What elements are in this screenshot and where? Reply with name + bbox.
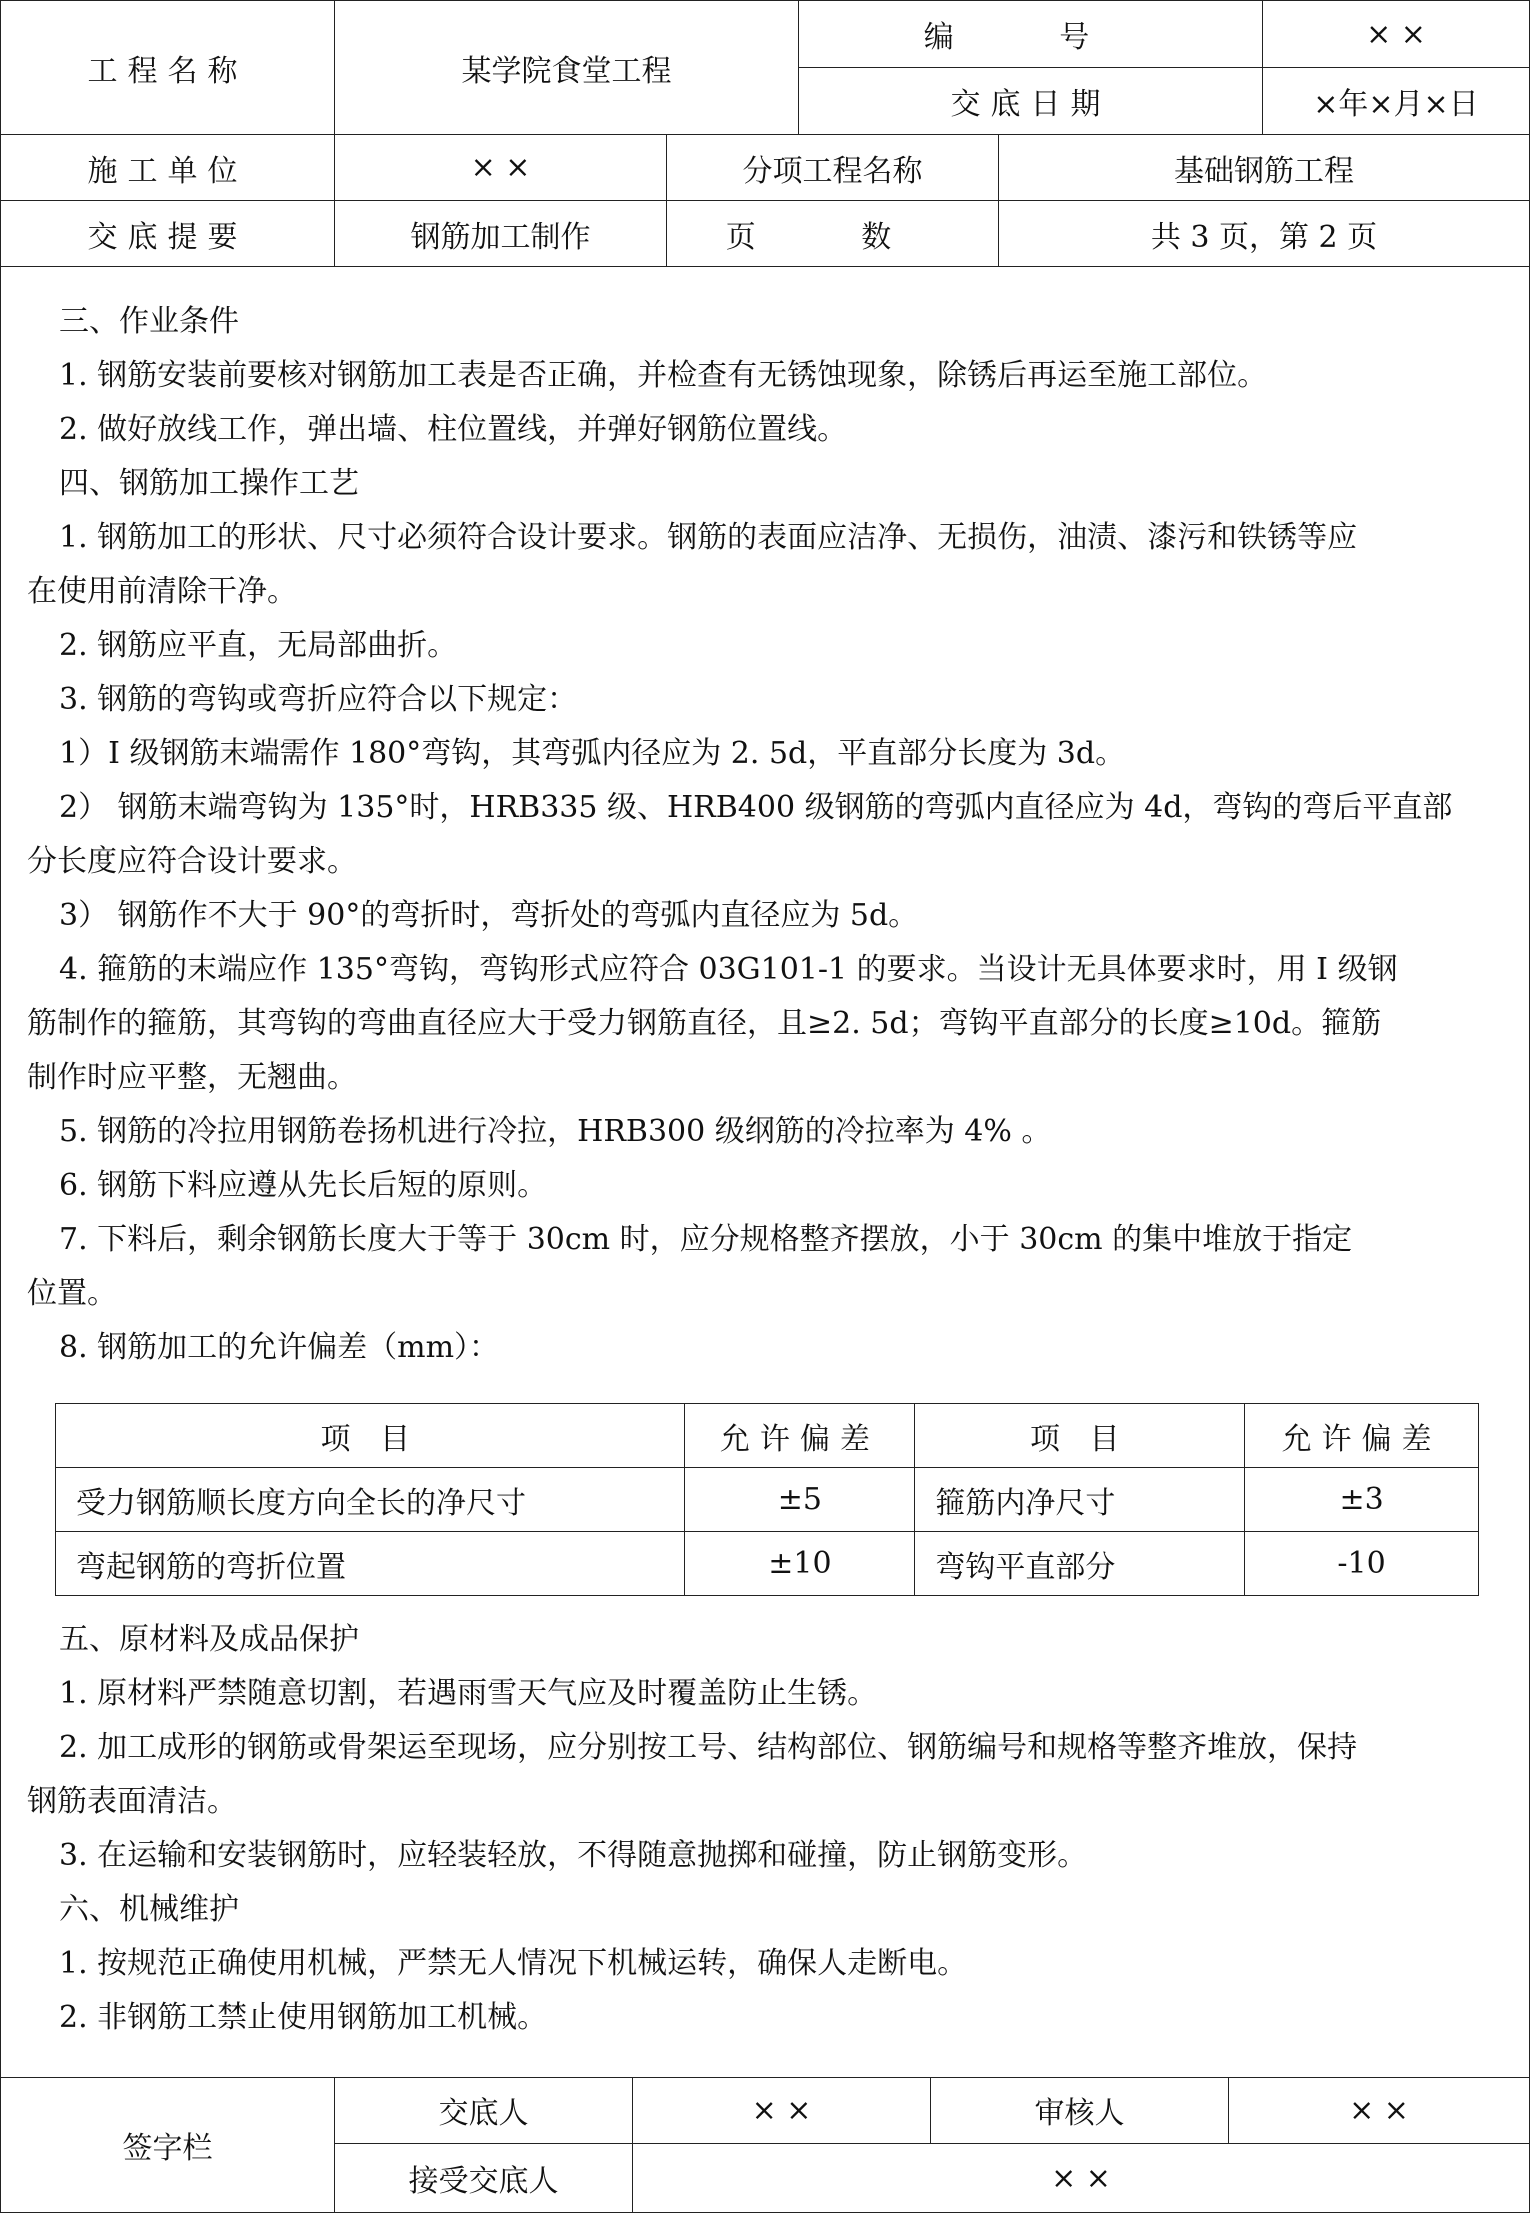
table-cell: 箍筋内净尺寸 bbox=[915, 1468, 1245, 1532]
number-value: × × bbox=[1263, 1, 1529, 68]
table-row bbox=[56, 1532, 1479, 1596]
presenter-value: × × bbox=[633, 2077, 931, 2144]
section-4-item-1-line-1: 1. 钢筋加工的形状、尺寸必须符合设计要求。钢筋的表面应洁净、无损伤，油渍、漆污和铁锈等应 bbox=[59, 520, 1358, 555]
subproject-value: 基础钢筋工程 bbox=[999, 135, 1529, 201]
signature-label: 签字栏 bbox=[1, 2077, 335, 2212]
section-4-item-7-line-2: 位置。 bbox=[27, 1276, 117, 1311]
section-4-item-6: 6. 钢筋下料应遵从先长后短的原则。 bbox=[59, 1168, 548, 1203]
table-cell: 弯钩平直部分 bbox=[915, 1532, 1245, 1596]
section-4-item-4-line-2: 筋制作的箍筋，其弯钩的弯曲直径应大于受力钢筋直径，且≥2. 5d；弯钩平直部分的长度≥10d。箍筋 bbox=[27, 1006, 1382, 1041]
section-4-item-3: 3. 钢筋的弯钩或弯折应符合以下规定： bbox=[59, 682, 578, 717]
construction-unit-value: × × bbox=[335, 135, 667, 201]
section-4-item-1-line-2: 在使用前清除干净。 bbox=[27, 574, 297, 609]
date-value: ×年×月×日 bbox=[1263, 68, 1529, 135]
section-3-title: 三、作业条件 bbox=[59, 304, 239, 339]
table-cell: ±10 bbox=[685, 1532, 915, 1596]
table-header-tolerance: 允许偏差 bbox=[685, 1404, 915, 1468]
section-3-item-1: 1. 钢筋安装前要核对钢筋加工表是否正确，并检查有无锈蚀现象，除锈后再运至施工部位。 bbox=[59, 358, 1268, 393]
summary-label: 交底提要 bbox=[1, 201, 335, 267]
subproject-label: 分项工程名称 bbox=[667, 135, 999, 201]
construction-unit-label: 施工单位 bbox=[1, 135, 335, 201]
signature-table bbox=[1, 2077, 1529, 2212]
section-4-title: 四、钢筋加工操作工艺 bbox=[59, 466, 359, 501]
number-label: 编 号 bbox=[799, 1, 1263, 68]
tolerance-table bbox=[55, 1403, 1479, 1596]
section-4-item-4-line-3: 制作时应平整，无翘曲。 bbox=[27, 1060, 357, 1095]
section-4-item-3-3: 3） 钢筋作不大于 90°的弯折时，弯折处的弯弧内直径应为 5d。 bbox=[59, 898, 919, 933]
receiver-label: 接受交底人 bbox=[335, 2144, 633, 2212]
section-5-item-2-line-1: 2. 加工成形的钢筋或骨架运至现场，应分别按工号、结构部位、钢筋编号和规格等整齐堆放，保持 bbox=[59, 1730, 1358, 1765]
table-cell: -10 bbox=[1245, 1532, 1479, 1596]
section-6-item-1: 1. 按规范正确使用机械，严禁无人情况下机械运转，确保人走断电。 bbox=[59, 1946, 968, 1981]
table-row bbox=[56, 1468, 1479, 1532]
table-cell: 弯起钢筋的弯折位置 bbox=[56, 1532, 685, 1596]
section-6-item-2: 2. 非钢筋工禁止使用钢筋加工机械。 bbox=[59, 2000, 548, 2035]
project-name-label: 工程名称 bbox=[1, 1, 335, 135]
section-5-item-1: 1. 原材料严禁随意切割，若遇雨雪天气应及时覆盖防止生锈。 bbox=[59, 1676, 878, 1711]
pages-label: 页 数 bbox=[667, 201, 999, 267]
table-header-item: 项 目 bbox=[56, 1404, 685, 1468]
table-header-tolerance: 允许偏差 bbox=[1245, 1404, 1479, 1468]
reviewer-value: × × bbox=[1229, 2077, 1529, 2144]
section-4-item-7-line-1: 7. 下料后，剩余钢筋长度大于等于 30cm 时，应分规格整齐摆放，小于 30cm 的集中堆放于指定 bbox=[59, 1222, 1353, 1257]
table-header-item: 项 目 bbox=[915, 1404, 1245, 1468]
section-5-title: 五、原材料及成品保护 bbox=[59, 1622, 359, 1657]
section-4-item-5: 5. 钢筋的冷拉用钢筋卷扬机进行冷拉，HRB300 级纲筋的冷拉率为 4% 。 bbox=[59, 1114, 1052, 1149]
date-label: 交底日期 bbox=[799, 68, 1263, 135]
disclosure-content bbox=[1, 267, 1529, 2078]
presenter-label: 交底人 bbox=[335, 2077, 633, 2144]
receiver-value: × × bbox=[1051, 2160, 1111, 2196]
section-4-item-3-1: 1）I 级钢筋末端需作 180°弯钩，其弯弧内径应为 2. 5d，平直部分长度为 3d。 bbox=[59, 736, 1126, 771]
section-6-title: 六、机械维护 bbox=[59, 1892, 239, 1927]
table-header-row bbox=[56, 1404, 1479, 1468]
section-4-item-4-line-1: 4. 箍筋的末端应作 135°弯钩，弯钩形式应符合 03G101-1 的要求。当设计无具体要求时，用 Ⅰ 级钢 bbox=[59, 952, 1398, 987]
section-3-item-2: 2. 做好放线工作，弹出墙、柱位置线，并弹好钢筋位置线。 bbox=[59, 412, 848, 447]
section-4-item-3-2-line-1: 2） 钢筋末端弯钩为 135°时，HRB335 级、HRB400 级钢筋的弯弧内直径应为 4d，弯钩的弯后平直部 bbox=[59, 790, 1453, 825]
table-cell: ±5 bbox=[685, 1468, 915, 1532]
pages-value: 共 3 页，第 2 页 bbox=[999, 201, 1529, 267]
project-name-value: 某学院食堂工程 bbox=[335, 1, 799, 135]
table-cell: ±3 bbox=[1245, 1468, 1479, 1532]
summary-value: 钢筋加工制作 bbox=[335, 201, 667, 267]
section-4-item-2: 2. 钢筋应平直，无局部曲折。 bbox=[59, 628, 458, 663]
section-5-item-3: 3. 在运输和安装钢筋时，应轻装轻放，不得随意抛掷和碰撞，防止钢筋变形。 bbox=[59, 1838, 1088, 1873]
table-cell: 受力钢筋顺长度方向全长的净尺寸 bbox=[56, 1468, 685, 1532]
reviewer-label: 审核人 bbox=[931, 2077, 1229, 2144]
section-4-item-3-2-line-2: 分长度应符合设计要求。 bbox=[27, 844, 357, 879]
section-5-item-2-line-2: 钢筋表面清洁。 bbox=[27, 1784, 237, 1819]
section-4-item-8: 8. 钢筋加工的允许偏差（mm）： bbox=[59, 1330, 500, 1365]
